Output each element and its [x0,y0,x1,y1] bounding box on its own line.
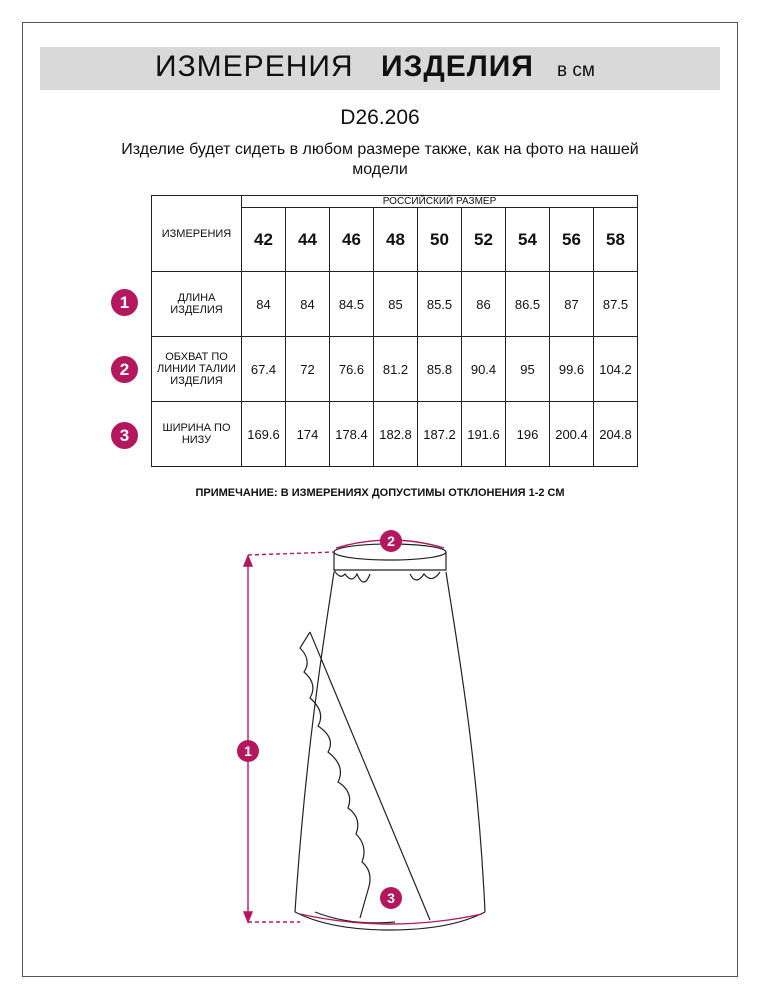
waist-marker-icon: 2 [380,530,402,552]
size-header: 42 [242,208,286,272]
table-cell: 85.8 [418,337,462,402]
row-label-hem-width: ШИРИНА ПО НИЗУ [152,402,242,467]
row-number-badge: 3 [111,422,138,449]
row-number-badge: 2 [111,356,138,383]
size-header: 56 [550,208,594,272]
length-marker-icon: 1 [237,740,259,762]
table-cell: 67.4 [242,337,286,402]
table-cell: 99.6 [550,337,594,402]
table-cell: 85.5 [418,272,462,337]
dimension-lines [244,540,482,924]
table-cell: 204.8 [594,402,638,467]
table-cell: 87 [550,272,594,337]
table-cell: 200.4 [550,402,594,467]
table-cell: 72 [286,337,330,402]
table-cell: 90.4 [462,337,506,402]
row-label-length: ДЛИНА ИЗДЕЛИЯ [152,272,242,337]
article-code: D26.206 [340,106,420,129]
skirt-outline [295,544,485,930]
table-cell: 187.2 [418,402,462,467]
size-header: 52 [462,208,506,272]
header-unit: в см [557,60,595,81]
header-title-measurements: ИЗМЕРЕНИЯ [155,50,354,83]
size-header: 48 [374,208,418,272]
table-cell: 87.5 [594,272,638,337]
table-cell: 95 [506,337,550,402]
table-cell: 178.4 [330,402,374,467]
table-cell: 196 [506,402,550,467]
table-cell: 76.6 [330,337,374,402]
row-number-badge: 1 [111,289,138,316]
hem-marker-icon: 3 [380,887,402,909]
table-cell: 86 [462,272,506,337]
size-header: 44 [286,208,330,272]
row-label-waist: ОБХВАТ ПО ЛИНИИ ТАЛИИ ИЗДЕЛИЯ [152,337,242,402]
size-header: 54 [506,208,550,272]
table-cell: 104.2 [594,337,638,402]
table-cell: 85 [374,272,418,337]
russian-size-header: РОССИЙСКИЙ РАЗМЕР [242,196,638,208]
size-header: 50 [418,208,462,272]
table-cell: 191.6 [462,402,506,467]
measurements-header: ИЗМЕРЕНИЯ [152,196,242,272]
table-cell: 84 [242,272,286,337]
header-title-product: ИЗДЕЛИЯ [381,50,534,83]
size-header: 46 [330,208,374,272]
tolerance-note: ПРИМЕЧАНИЕ: В ИЗМЕРЕНИЯХ ДОПУСТИМЫ ОТКЛОНЕНИЯ 1-2 СМ [195,487,565,499]
table-cell: 169.6 [242,402,286,467]
table-cell: 81.2 [374,337,418,402]
fit-note: Изделие будет сидеть в любом размере также, как на фото на нашей модели [121,141,639,178]
table-cell: 174 [286,402,330,467]
size-header: 58 [594,208,638,272]
table-cell: 182.8 [374,402,418,467]
table-cell: 86.5 [506,272,550,337]
table-cell: 84 [286,272,330,337]
table-cell: 84.5 [330,272,374,337]
